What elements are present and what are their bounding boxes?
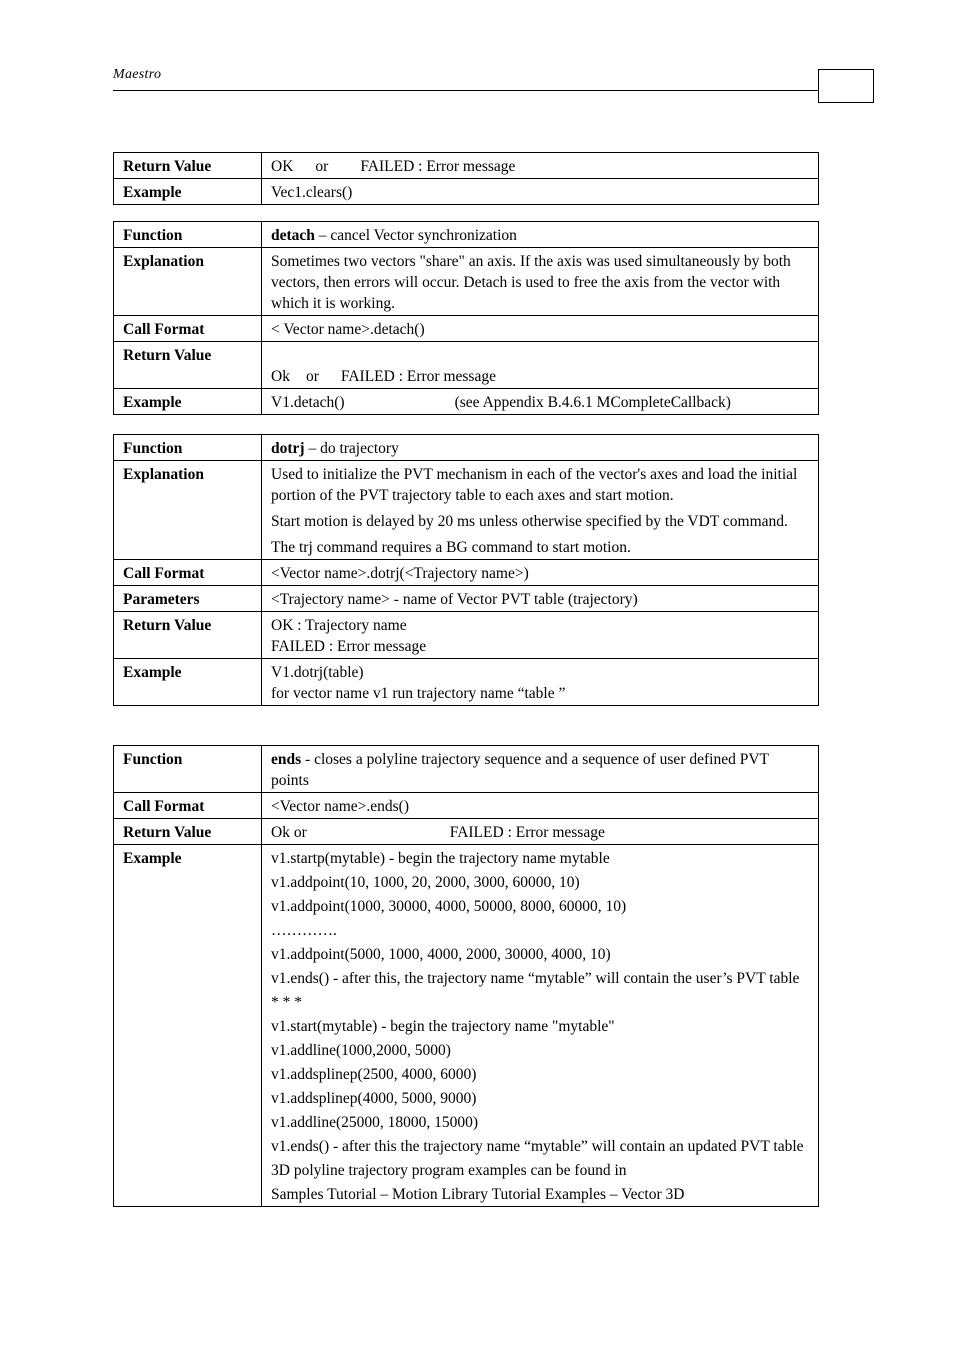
row-key: Example (114, 179, 262, 205)
example-paragraph: v1.addpoint(1000, 30000, 4000, 50000, 8000, 60000, 10) (271, 898, 627, 915)
header-rule (113, 90, 819, 91)
table-row (114, 316, 819, 342)
example-paragraph: Samples Tutorial – Motion Library Tutorial Examples – Vector 3D (271, 1186, 685, 1203)
table-row (114, 461, 819, 560)
function-cell (262, 746, 819, 793)
table-row (114, 659, 819, 706)
table-row (114, 389, 819, 415)
function-desc: – do trajectory (304, 440, 399, 457)
example-paragraph: v1.addpoint(10, 1000, 20, 2000, 3000, 60000, 10) (271, 874, 580, 891)
example-cell (262, 389, 819, 415)
function-desc: – cancel Vector synchronization (314, 227, 517, 244)
row-key: Return Value (114, 153, 262, 179)
row-key: Return Value (114, 819, 262, 845)
row-key: Example (114, 845, 262, 1207)
table-row (114, 342, 819, 389)
row-key: Example (114, 389, 262, 415)
example-paragraph: v1.addpoint(5000, 1000, 4000, 2000, 30000, 4000, 10) (271, 946, 611, 963)
explanation-cell (262, 461, 819, 560)
row-key: Return Value (114, 342, 262, 389)
example-cell (262, 845, 819, 1207)
explanation-paragraph: Used to initialize the PVT mechanism in each of the vector's axes and load the initial portion of the PVT trajectory table to each axes and start motion. (271, 466, 798, 504)
example-line: for vector name v1 run trajectory name “table ” (271, 685, 566, 702)
row-key: Function (114, 222, 262, 248)
row-key: Function (114, 746, 262, 793)
detach-table (113, 221, 819, 415)
example-paragraph: v1.addline(1000,2000, 5000) (271, 1042, 451, 1059)
row-value: < Vector name>.detach() (262, 316, 819, 342)
table-row (114, 222, 819, 248)
return-value-cell (262, 153, 819, 179)
example-separator: * * * (271, 994, 302, 1011)
return-value-cell (262, 612, 819, 659)
table-row (114, 845, 819, 1207)
example-paragraph: v1.addsplinep(2500, 4000, 6000) (271, 1066, 477, 1083)
ends-table (113, 745, 819, 1207)
row-value: <Trajectory name> - name of Vector PVT table (trajectory) (262, 586, 819, 612)
example-cell (262, 659, 819, 706)
table-row (114, 560, 819, 586)
example-paragraph: v1.startp(mytable) - begin the trajectory name mytable (271, 850, 610, 867)
return-ok: Ok (271, 368, 290, 385)
running-header-title: Maestro (113, 67, 162, 82)
return-line: OK : Trajectory name (271, 617, 407, 634)
table-row (114, 179, 819, 205)
example-paragraph: v1.start(mytable) - begin the trajectory name "mytable" (271, 1018, 615, 1035)
example-paragraph: v1.ends() - after this the trajectory name “mytable” will contain an updated PVT table (271, 1138, 804, 1155)
function-cell (262, 435, 819, 461)
row-key: Parameters (114, 586, 262, 612)
row-value: <Vector name>.ends() (262, 793, 819, 819)
return-value-cell (262, 819, 819, 845)
row-value: <Vector name>.dotrj(<Trajectory name>) (262, 560, 819, 586)
explanation-paragraph: Start motion is delayed by 20 ms unless otherwise specified by the VDT command. (271, 513, 788, 530)
table-row (114, 248, 819, 316)
return-value-cell (262, 342, 819, 389)
return-failed: FAILED : Error message (360, 158, 516, 175)
example-code: V1.detach() (271, 394, 345, 411)
example-line: V1.dotrj(table) (271, 664, 364, 681)
function-name: detach (271, 227, 315, 244)
table-row (114, 746, 819, 793)
row-value: Sometimes two vectors "share" an axis. If the axis was used simultaneously by both vectors, then errors will occur. Detach is used to free the axis from the vector with which it is working. (262, 248, 819, 316)
page-number-box (818, 69, 874, 103)
row-key: Call Format (114, 793, 262, 819)
return-ok: Ok or (271, 824, 307, 841)
function-name: dotrj (271, 440, 305, 457)
example-paragraph: 3D polyline trajectory program examples can be found in (271, 1162, 627, 1179)
table-row (114, 793, 819, 819)
function-name: ends (271, 751, 302, 768)
example-paragraph: v1.addline(25000, 18000, 15000) (271, 1114, 479, 1131)
function-desc: - closes a polyline trajectory sequence and a sequence of user defined PVT points (271, 751, 769, 789)
table-row (114, 435, 819, 461)
table-row (114, 612, 819, 659)
row-key: Call Format (114, 560, 262, 586)
return-or: or (305, 368, 319, 385)
table-row (114, 819, 819, 845)
return-or: or (315, 158, 329, 175)
row-key: Call Format (114, 316, 262, 342)
dotrj-table (113, 434, 819, 706)
row-key: Return Value (114, 612, 262, 659)
return-ok: OK (271, 158, 294, 175)
explanation-paragraph: The trj command requires a BG command to start motion. (271, 539, 631, 556)
return-failed: FAILED : Error message (449, 824, 605, 841)
table-row (114, 586, 819, 612)
example-paragraph: v1.addsplinep(4000, 5000, 9000) (271, 1090, 477, 1107)
example-note: (see Appendix B.4.6.1 MCompleteCallback) (454, 394, 731, 411)
example-paragraph: …………. (271, 922, 337, 939)
row-value: Vec1.clears() (262, 179, 819, 205)
row-key: Example (114, 659, 262, 706)
return-line: FAILED : Error message (271, 638, 427, 655)
function-cell (262, 222, 819, 248)
return-failed: FAILED : Error message (340, 368, 496, 385)
row-key: Function (114, 435, 262, 461)
row-key: Explanation (114, 461, 262, 560)
clears-table (113, 152, 819, 205)
example-paragraph: v1.ends() - after this, the trajectory name “mytable” will contain the user’s PVT table (271, 970, 800, 987)
row-key: Explanation (114, 248, 262, 316)
table-row (114, 153, 819, 179)
